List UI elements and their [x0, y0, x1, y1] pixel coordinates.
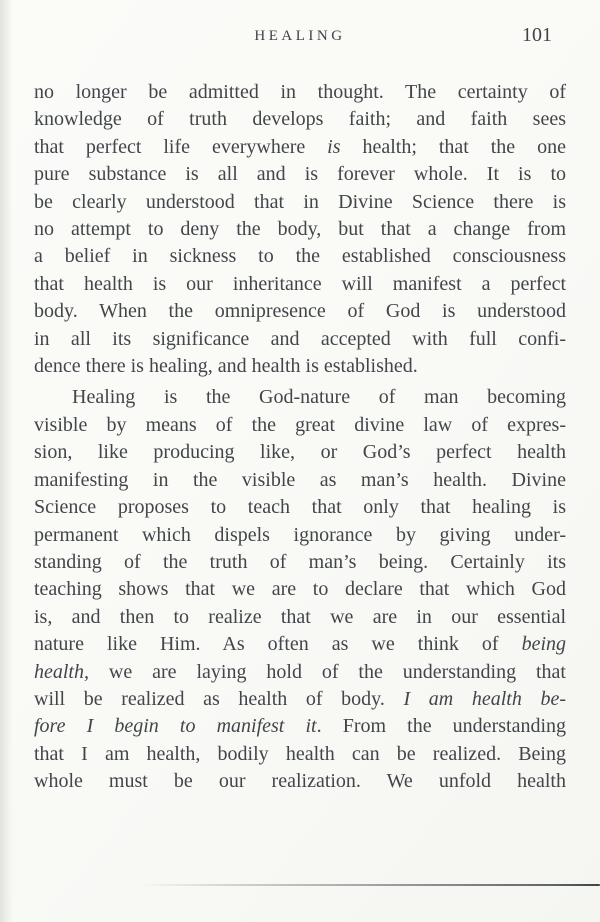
text-segment: be clearly understood that in Divine Science there is [34, 190, 566, 213]
text-line [34, 659, 566, 686]
text-segment: we are laying hold of the understanding that [89, 660, 566, 683]
text-line [34, 298, 566, 325]
text-line [34, 189, 566, 216]
text-segment: that health is our inheritance will manifest a perfect [34, 272, 566, 295]
text-segment: pure substance is all and is forever whole. It is to [34, 163, 566, 186]
text-line [34, 631, 566, 658]
text-segment: health; that the one [340, 135, 566, 158]
paragraph [34, 79, 566, 380]
text-line [34, 768, 566, 795]
text-segment: no longer be admitted in thought. The certainty of [34, 81, 566, 103]
text-line [34, 741, 566, 768]
text-line [34, 326, 566, 353]
body-text [34, 79, 566, 796]
text-line [34, 271, 566, 298]
text-line [34, 604, 566, 631]
text-line [34, 353, 566, 380]
page-header [34, 24, 566, 48]
text-line [34, 161, 566, 188]
text-line [34, 79, 566, 106]
text-line [34, 106, 566, 133]
text-segment: teaching shows that we are to declare that which God [34, 578, 566, 601]
text-segment: manifesting in the visible as man’s health. Divine [34, 468, 566, 491]
text-line [34, 134, 566, 161]
text-line [34, 522, 566, 549]
scan-artifact-line [140, 884, 600, 886]
text-line [34, 216, 566, 243]
text-line [34, 384, 566, 411]
paragraph [34, 384, 566, 795]
text-line [34, 686, 566, 713]
text-line [34, 549, 566, 576]
text-line [34, 576, 566, 603]
italic-text: being [521, 633, 566, 656]
text-segment: dence there is healing, and health is established. [34, 355, 418, 378]
italic-text: is [327, 135, 341, 158]
text-segment: that perfect life everywhere [34, 135, 328, 158]
text-segment: whole must be our realization. We unfold health [34, 770, 566, 793]
text-segment: is, and then to realize that we are in our essential [34, 605, 566, 628]
text-segment: Science proposes to teach that only that healing is [34, 496, 566, 519]
text-line [34, 243, 566, 270]
text-line [34, 412, 566, 439]
text-segment: body. When the omnipresence of God is understood [34, 300, 566, 323]
italic-text: health, [34, 660, 89, 683]
italic-text: fore I begin to manifest it [34, 715, 317, 738]
text-segment: Healing is the God-nature of man becoming [72, 386, 566, 409]
text-line [34, 494, 566, 521]
text-segment: no attempt to deny the body, but that a change from [34, 218, 566, 241]
text-segment: will be realized as health of body. [34, 687, 404, 710]
text-segment: in all its significance and accepted with full confi- [34, 327, 566, 350]
text-line [34, 467, 566, 494]
text-segment: permanent which dispels ignorance by giving under- [34, 523, 566, 546]
scan-edge-shadow [0, 0, 13, 922]
page-number: 101 [522, 24, 552, 46]
text-segment: knowledge of truth develops faith; and faith sees [34, 108, 566, 131]
text-line [34, 439, 566, 466]
text-segment: sion, like producing like, or God’s perfect health [34, 441, 566, 464]
text-segment: . From the understanding [316, 715, 566, 738]
italic-text: I am health be- [403, 687, 566, 710]
text-segment: standing of the truth of man’s being. Certainly its [34, 550, 566, 573]
text-segment: a belief in sickness to the established consciousness [34, 245, 566, 268]
running-head-title: HEALING [254, 28, 346, 44]
text-segment: that I am health, bodily health can be realized. Being [34, 742, 566, 765]
text-segment: nature like Him. As often as we think of [34, 633, 522, 656]
text-line [34, 713, 566, 740]
text-segment: visible by means of the great divine law of expres- [34, 413, 566, 436]
